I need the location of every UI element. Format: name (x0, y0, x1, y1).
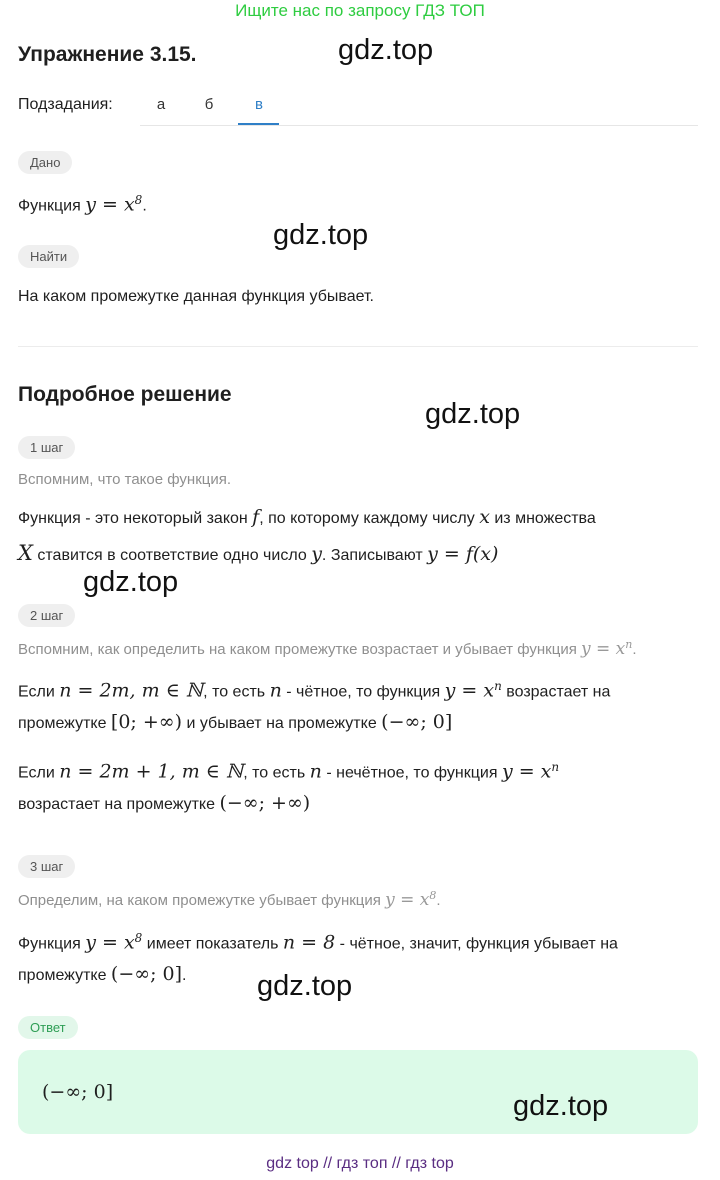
subtasks-label: Подзадания: (18, 96, 113, 113)
step-text: промежутке (−∞; 0]. (18, 963, 187, 985)
step-note: Вспомним, что такое функция. (18, 471, 232, 488)
step-pill: 3 шаг (18, 855, 75, 878)
watermark: gdz.top (273, 219, 369, 251)
tab-a[interactable]: а (156, 96, 166, 113)
search-banner: Ищите нас по запросу ГДЗ ТОП (235, 1, 485, 20)
active-tab-indicator (238, 123, 279, 125)
watermark: gdz.top (338, 34, 434, 66)
find-pill: Найти (18, 245, 79, 268)
step-pill: 2 шаг (18, 604, 75, 627)
tabs-divider (140, 125, 698, 126)
tab-b[interactable]: б (204, 96, 214, 113)
watermark: gdz.top (513, 1090, 609, 1122)
given-text: Функция $y = x^8$. (18, 193, 147, 216)
step-text: X ставится в соответствие одно число y. Записывают y = f(x) (18, 541, 499, 565)
tab-v[interactable]: в (255, 96, 263, 113)
step-text: Если n = 2m, m ∈ ℕ, то есть n - чётное, то функция $y = x^n$ возрастает на (18, 679, 611, 702)
answer-pill: Ответ (18, 1016, 78, 1039)
watermark: gdz.top (425, 398, 521, 430)
step-text: возрастает на промежутке (−∞; +∞) (18, 792, 311, 814)
step-text: Функция $y = x^8$ имеет показатель n = 8 - чётное, значит, функция убывает на (18, 931, 618, 954)
footer-links[interactable]: gdz top // гдз топ // гдз top (266, 1155, 454, 1172)
find-section (18, 245, 79, 268)
step-1 (18, 436, 75, 459)
step-text: промежутке [0; +∞) и убывает на промежутке (−∞; 0] (18, 711, 453, 733)
step-note: Вспомним, как определить на каком промежутке возрастает и убывает функция $y = x^n$. (18, 638, 637, 659)
find-text: На каком промежутке данная функция убывает. (18, 288, 374, 305)
section-divider (18, 346, 698, 347)
answer-value: (−∞; 0] (42, 1081, 114, 1103)
step-3 (18, 855, 75, 878)
watermark: gdz.top (257, 970, 353, 1002)
given-pill: Дано (18, 151, 72, 174)
step-text: Функция - это некоторый закон f, по которому каждому числу x из множества (18, 506, 596, 528)
step-note: Определим, на каком промежутке убывает функция $y = x^8$. (18, 889, 441, 910)
given-section (18, 151, 72, 174)
step-text: Если n = 2m + 1, m ∈ ℕ, то есть n - нечётное, то функция $y = x^n$ (18, 760, 560, 783)
exercise-title: Упражнение 3.15. (18, 43, 197, 66)
answer-label (18, 1016, 78, 1039)
watermark: gdz.top (83, 566, 179, 598)
step-pill: 1 шаг (18, 436, 75, 459)
step-2 (18, 604, 75, 627)
solution-heading: Подробное решение (18, 383, 232, 406)
